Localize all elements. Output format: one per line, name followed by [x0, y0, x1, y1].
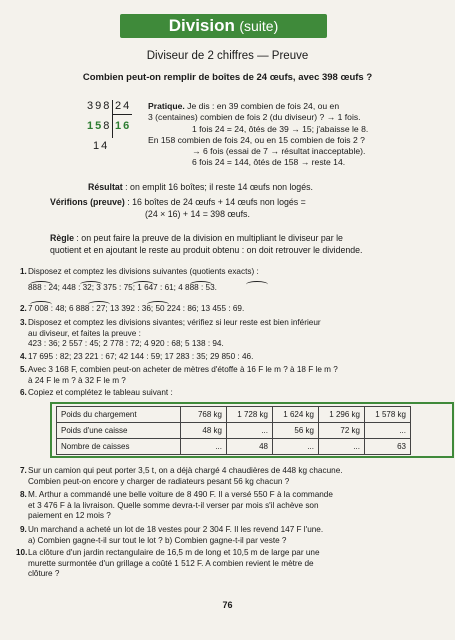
exercise-line: paiement en 12 mois ?	[28, 511, 111, 521]
division-arc-mark	[88, 301, 110, 308]
dividend: 398	[87, 100, 112, 112]
regle-line-1	[50, 233, 420, 245]
banner-suffix: (suite)	[239, 18, 279, 34]
division-arc-mark	[190, 281, 212, 288]
exercise-line: La clôture d'un jardin rectangulaire de 16,5 m de long et 10,5 m de large par une	[28, 548, 320, 557]
table-cell: 1 578 kg	[365, 407, 411, 423]
exercise-line: 888 : 24; 448 : 32; 3 375 : 75; 1 647 : 61; 4 888 : 53.	[28, 282, 217, 292]
exercise-number: 6.	[20, 388, 27, 397]
partial-green-digits: 15	[87, 120, 104, 132]
exercise-10	[16, 548, 448, 580]
table-cell: 48 kg	[181, 423, 227, 439]
pratique-line-6: 6 fois 24 = 144, ôtés de 158 → reste 14.	[192, 157, 346, 168]
regle-label: Règle	[50, 233, 74, 243]
exercise-line: Avec 3 168 F, combien peut-on acheter de mètres d'étoffe à 16 F le m ? à 18 F le m ?	[28, 365, 338, 374]
lesson-subtitle: Diviseur de 2 chiffres — Preuve	[146, 50, 309, 62]
table-cell: 63	[365, 439, 411, 455]
exercise-number: 4.	[20, 352, 27, 361]
division-arc-mark	[30, 281, 52, 288]
pratique-line-4: En 158 combien de fois 24, ou en 15 combien de fois 2 ?	[148, 134, 365, 145]
table-cell: ...	[365, 423, 411, 439]
table-row-label: Nombre de caisses	[57, 439, 181, 455]
resultat-label: Résultat	[88, 182, 123, 192]
table-row	[57, 423, 411, 439]
chapter-banner	[120, 14, 327, 38]
verifions	[50, 197, 306, 220]
verifions-line-1	[50, 197, 306, 209]
exercise-line: et 3 476 F à la livraison. Quelle somme devra-t-il verser par mois s'il achève son	[28, 500, 319, 510]
division-arc-mark	[246, 281, 268, 288]
exercise-line: 17 695 : 82; 23 221 : 67; 42 144 : 59; 17 283 : 35; 29 850 : 46.	[28, 352, 254, 361]
table-row	[57, 439, 411, 455]
pratique-line-2: 3 (centaines) combien de fois 2 (du diviseur) ? → 1 fois.	[148, 112, 361, 123]
exercise-number: 10.	[16, 548, 28, 557]
problem-question: Combien peut-on remplir de boîtes de 24 œufs, avec 398 œufs ?	[82, 72, 373, 83]
table-row-label: Poids du chargement	[57, 407, 181, 423]
exercise-line: Combien peut-on encore y charger de radiateurs pesant 56 kg chacun ?	[28, 476, 290, 486]
exercise-line: Copiez et complétez le tableau suivant :	[28, 388, 173, 397]
division-arc-mark	[132, 281, 154, 288]
verifions-text-2: (24 × 16) + 14 = 398 œufs.	[145, 208, 250, 219]
exercise-number: 2.	[20, 304, 27, 313]
quotient: 16	[115, 120, 132, 132]
regle-text-1: : on peut faire la preuve de la division en multipliant le diviseur par le	[76, 233, 343, 243]
verifions-label: Vérifions (preuve)	[50, 197, 125, 207]
exercise-number: 5.	[20, 365, 27, 374]
exercise-number: 7.	[20, 466, 27, 475]
division-arc-mark	[80, 281, 102, 288]
table-cell: ...	[319, 439, 365, 455]
pratique-line-5: → 6 fois (essai de 7 → résultat inacceptable).	[192, 146, 366, 157]
partial-rest-digit: 8	[103, 120, 112, 132]
pratique-explanation	[148, 101, 438, 169]
pratique-text-1: Je dis : en 39 combien de fois 24, ou en	[187, 101, 340, 111]
exercise-line: M. Arthur a commandé une belle voiture de 8 490 F. Il a versé 550 F à la commande	[28, 490, 333, 499]
regle-text-2: quotient et en ajoutant le reste au produit obtenu : on doit retrouver le dividende.	[50, 244, 363, 255]
exercise-line: 7 008 : 48; 6 888 : 27; 13 392 : 36; 50 224 : 86; 13 455 : 69.	[28, 304, 245, 313]
resultat-text: : on emplit 16 boîtes; il reste 14 œufs non logés.	[125, 182, 313, 192]
exercise-line: a) Combien gagne-t-il sur tout le lot ? b) Combien gagne-t-il par veste ?	[28, 535, 287, 545]
banner-title: Division	[168, 16, 235, 35]
exercise-number: 1.	[20, 267, 27, 276]
exercise-line: 423 : 36; 2 557 : 45; 2 778 : 72; 4 920 : 68; 5 138 : 94.	[28, 339, 224, 349]
division-arc-mark	[147, 301, 169, 308]
division-layout	[87, 98, 135, 158]
exercise-4	[20, 352, 448, 363]
pratique-label: Pratique.	[148, 101, 185, 111]
exercise-line: Disposez et comptez les divisions suivantes (quotients exacts) :	[28, 267, 259, 276]
exercise-3	[20, 318, 448, 350]
table-cell: 1 624 kg	[273, 407, 319, 423]
exercise-8	[20, 490, 448, 522]
pratique-line-3: 1 fois 24 = 24, ôtés de 39 → 15; j'abaisse le 8.	[192, 123, 369, 134]
division-horizontal-bar	[112, 114, 132, 115]
table-cell: 72 kg	[319, 423, 365, 439]
verifions-text-1: : 16 boîtes de 24 œufs + 14 œufs non logés =	[127, 197, 306, 207]
exercise-9	[20, 525, 448, 546]
division-vertical-bar	[112, 100, 113, 138]
exercise-5	[20, 365, 448, 386]
exercise-7	[20, 466, 448, 487]
table-cell: 48	[227, 439, 273, 455]
exercise-line: à 24 F le m ? à 32 F le m ?	[28, 375, 126, 385]
table-cell: 1 728 kg	[227, 407, 273, 423]
chargement-table	[56, 406, 411, 455]
exercise-line: Disposez et comptez les divisions sivantes; vérifiez si leur reste est bien inférieur	[28, 318, 321, 327]
resultat	[88, 182, 313, 192]
table-cell: 1 296 kg	[319, 407, 365, 423]
exercise-number: 8.	[20, 490, 27, 499]
division-arc-mark	[30, 301, 52, 308]
exercise-number: 3.	[20, 318, 27, 327]
exercise-line: murette surmontée d'un grillage a coûté 1 512 F. A combien revient le mètre de	[28, 558, 314, 568]
exercise-number: 9.	[20, 525, 27, 534]
exercise-line: Sur un camion qui peut porter 3,5 t, on a déjà chargé 4 chaudières de 448 kg chacune.	[28, 466, 343, 475]
exercise-line: au diviseur, et faites la preuve :	[28, 328, 141, 338]
exercise-6	[20, 388, 448, 399]
table-row	[57, 407, 411, 423]
table-cell: 56 kg	[273, 423, 319, 439]
table-cell: ...	[227, 423, 273, 439]
regle	[50, 233, 420, 256]
exercise-line: Un marchand a acheté un lot de 18 vestes pour 2 304 F. Il les revend 147 F l'une.	[28, 525, 324, 534]
pratique-line-1	[148, 101, 438, 112]
partial-dividend	[87, 120, 111, 132]
table-cell: ...	[273, 439, 319, 455]
remainder: 14	[93, 140, 110, 152]
table-cell: 768 kg	[181, 407, 227, 423]
exercise-line: clôture ?	[28, 569, 60, 579]
table-cell: ...	[181, 439, 227, 455]
table-row-label: Poids d'une caisse	[57, 423, 181, 439]
divisor: 24	[115, 100, 132, 112]
page-number: 76	[222, 600, 233, 610]
